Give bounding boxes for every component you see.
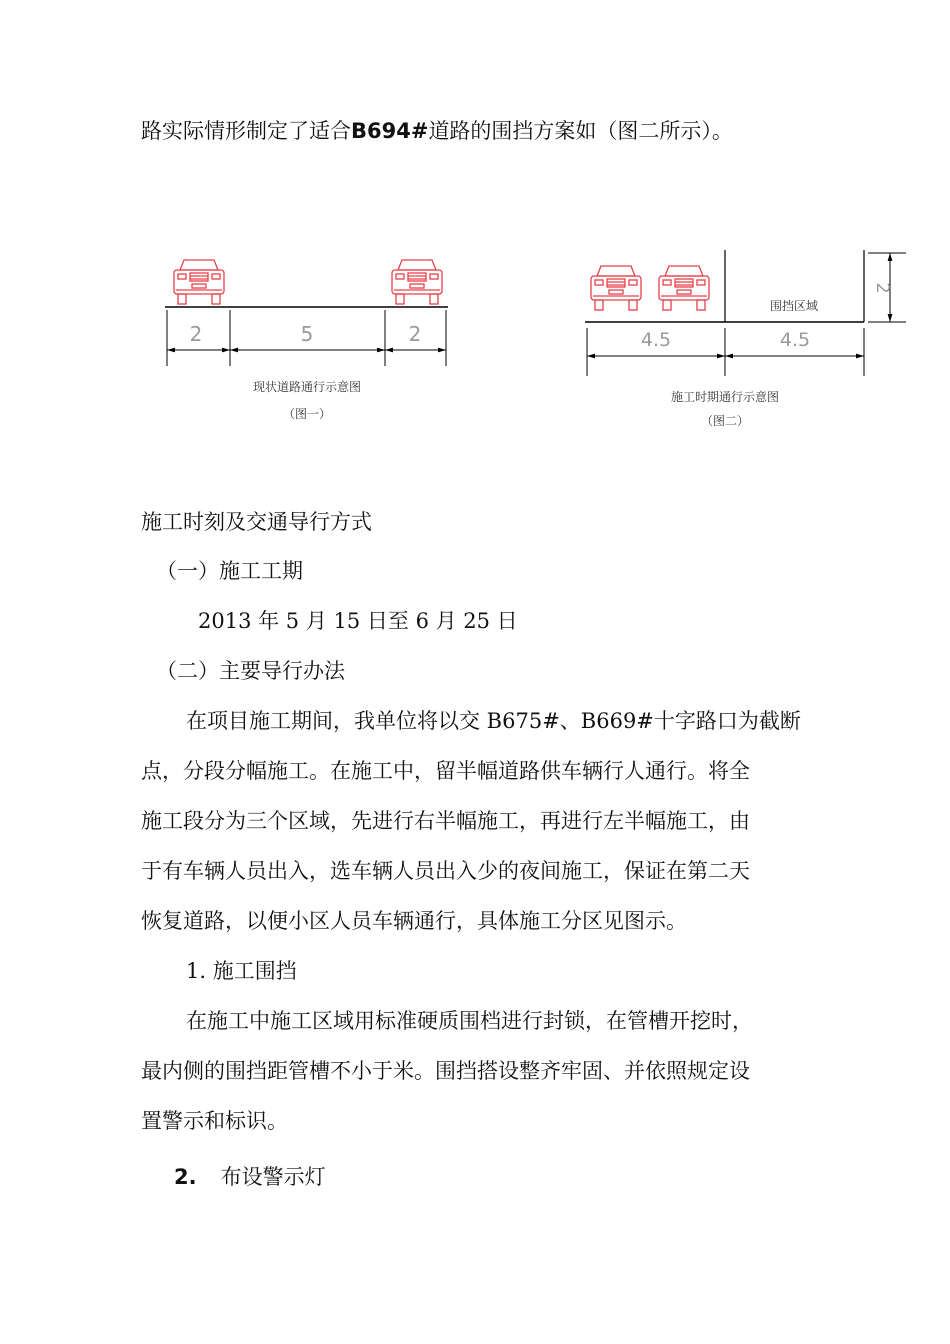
intro-line [141, 116, 733, 146]
height-dim-label: 2 [872, 282, 893, 294]
paragraph-line: 在施工中施工区域用标准硬质围档进行封锁，在管槽开挖时， [186, 1009, 753, 1033]
car-icon [659, 266, 709, 310]
section-1-title: （一）施工工期 [156, 559, 303, 583]
intro-prefix: 路实际情形制定了适合 [141, 119, 351, 143]
figure-label: （图一） [282, 407, 332, 421]
paragraph-line: 置警示和标识。 [141, 1109, 288, 1133]
traffic-diagrams [150, 240, 910, 450]
section-2-title: （二）主要导行办法 [156, 659, 345, 683]
figure-2 [585, 250, 906, 428]
paragraph-line: 在项目施工期间，我单位将以交 B675#、B669#十字路口为截断 [186, 709, 801, 733]
item-1-title: 1. 施工围挡 [186, 959, 297, 983]
section-heading: 施工时刻及交通导行方式 [141, 510, 372, 534]
figure-1 [165, 260, 448, 421]
item-2-title [174, 1162, 326, 1192]
paragraph-line: 最内侧的围挡距管槽不小于米。围挡搭设整齐牢固、并依照规定设 [141, 1059, 750, 1083]
paragraph-line: 点，分段分幅施工。在施工中，留半幅道路供车辆行人通行。将全 [141, 759, 750, 783]
car-icon [174, 260, 224, 304]
dim-label: 4.5 [640, 329, 672, 351]
dim-label: 2 [408, 322, 422, 346]
item-2-number: 2. [174, 1165, 197, 1189]
paragraph-line: 于有车辆人员出入，选车辆人员出入少的夜间施工，保证在第二天 [141, 859, 750, 883]
figure-caption: 施工时期通行示意图 [670, 390, 780, 404]
intro-suffix: 道路的围挡方案如（图二所示）。 [428, 119, 733, 143]
dim-label: 2 [189, 322, 203, 346]
figure-caption: 现状道路通行示意图 [252, 380, 362, 394]
paragraph-line: 施工段分为三个区域，先进行右半幅施工，再进行左半幅施工，由 [141, 809, 750, 833]
paragraph-line: 恢复道路，以便小区人员车辆通行，具体施工分区见图示。 [141, 909, 687, 933]
dim-label: 4.5 [779, 329, 811, 351]
road-code: B694# [351, 119, 429, 143]
item-2-text: 布设警示灯 [220, 1165, 326, 1189]
car-icon [392, 260, 442, 304]
zone-label: 围挡区域 [769, 299, 819, 313]
figure-label: （图二） [700, 414, 750, 428]
dim-label: 5 [300, 322, 314, 346]
construction-period: 2013 年 5 月 15 日至 6 月 25 日 [198, 609, 518, 633]
car-icon [591, 266, 641, 310]
